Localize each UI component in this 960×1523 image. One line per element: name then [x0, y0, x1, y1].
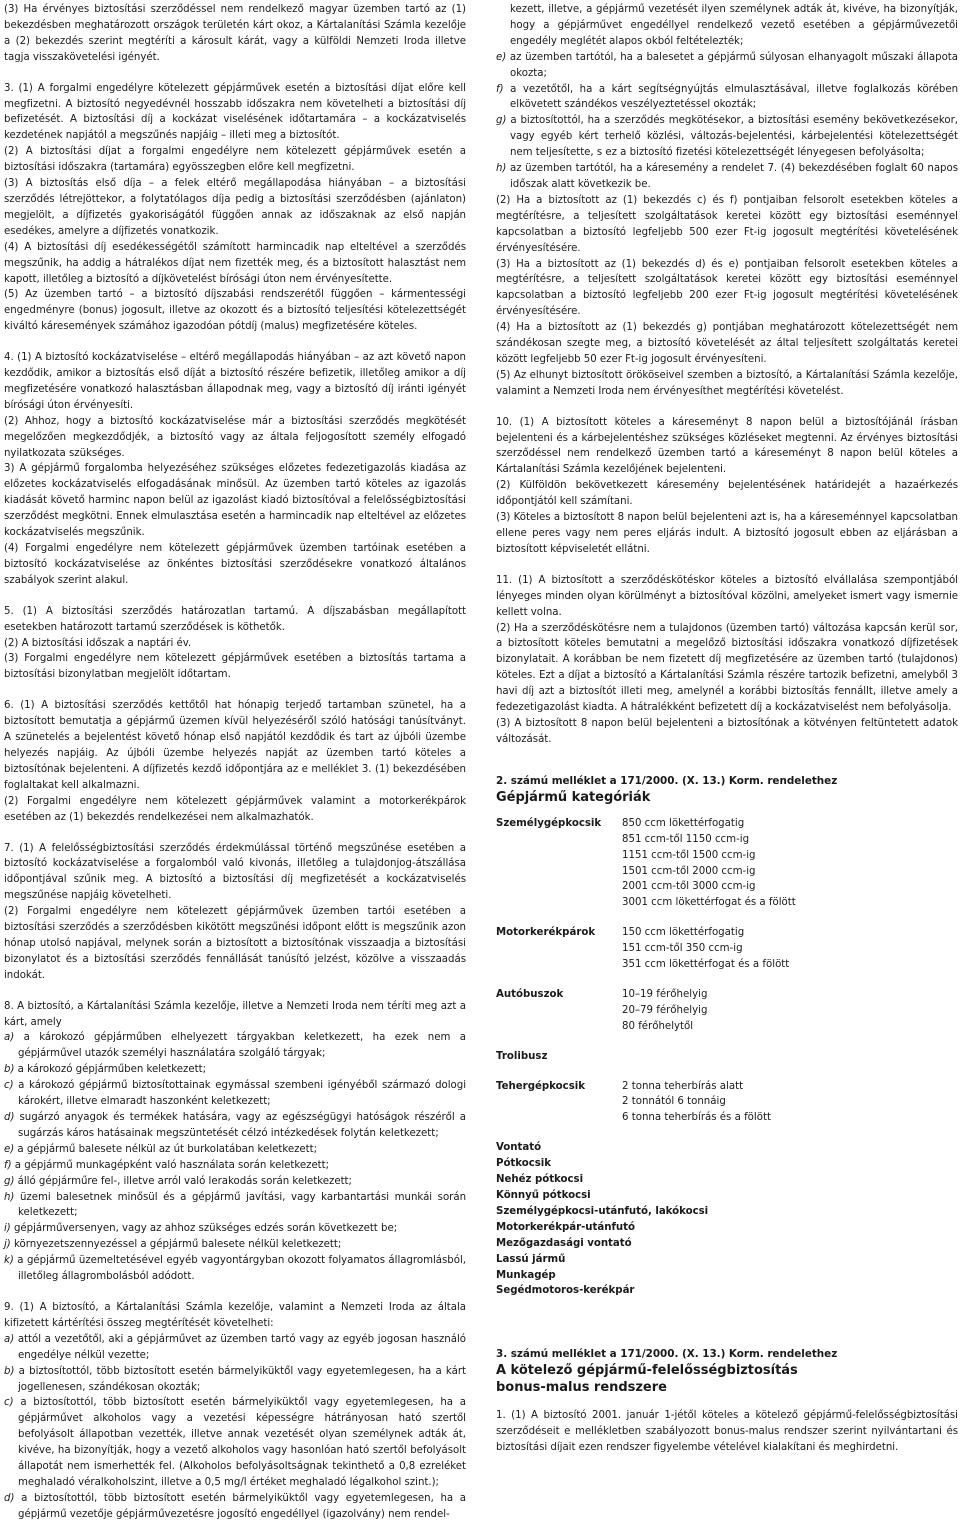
list-item: [496, 82, 958, 114]
vehicle-category-name: Mezőgazdasági vontató: [496, 1237, 632, 1249]
paragraph: (2) Forgalmi engedélyre nem kötelezett gépjárművek valamint a motorkerékpárok esetében az (1) bekezdés rendelkezései nem alkalmazhatók.: [4, 795, 466, 823]
section-9-list-continued: [496, 50, 958, 193]
section-4-paragraph: 4. (1) A biztosító kockázatviselése – eltérő megállapodás hiányában – az azt követő napon kezdődik, amikor a biztosítás első díját a biztosító részére befizetik, illetőleg amikor a díj megfizetésére vonatkozó halasztásban állapodnak meg, vagy a biztosító díj iránti igényét bírósági úton érvényesíti.: [4, 352, 466, 411]
vehicle-category-name: Munkagép: [496, 1269, 556, 1281]
list-item-letter: b): [4, 1365, 15, 1377]
vehicle-category-range: 10–19 férőhelyig: [622, 988, 708, 1000]
section-10-paragraph: 10. (1) A biztosított köteles a káreseményt 8 napon belül a biztosítójánál írásban bejelenteni és a kárbejelentéshez szükséges közléseket megtenni. Az érvényes biztosítási szerződéssel nem rendelkező üzemben tartó a káreseményt 8 napon belül köteles a Kártalanítási Számla kezelőjének bejelenteni.: [496, 416, 958, 476]
paragraph: (2) Külföldön bekövetkezett káresemény bejelentésének határidejét a hazaérkezés időpontjától kell számítani.: [496, 480, 958, 508]
vehicle-category-name: Könnyű pótkocsi: [496, 1190, 591, 1201]
vehicle-category-name: Személygépkocsik: [496, 817, 602, 829]
vehicle-category-name: Trolibusz: [496, 1050, 548, 1062]
list-item-text: a gépjármű munkagépként való használata során keletkezett;: [14, 1159, 330, 1171]
paragraph: (2) A biztosítási díjat a forgalmi engedélyre nem kötelezett gépjárművek esetén a biztosítási időszakra (tartamára) egyösszegben előre kell megfizetni.: [4, 146, 466, 174]
vehicle-category-range: 3001 ccm lökettérfogat és a fölött: [622, 897, 796, 909]
list-item-text: a károkozó gépjárműben keletkezett;: [17, 1064, 206, 1076]
list-item: [4, 1174, 466, 1190]
list-item-text: a gépjármű üzemeltetésével egyéb vagyontárgyban okozott folyamatos állagromlásból, illetőleg állagrombolásból adódott.: [17, 1255, 466, 1283]
list-item-text: a biztosítottól, több biztosított esetén bármelyiküktől vagy egyetemlegesen, ha a gépjárművet alkoholos vagy a vezetési képességre hátrányosan ható szertől befolyásolt állapotban vezették, illetve annak vezetését olyan személynek adták át, kivéve, ha bizonyítják, hogy a vezető alkoholos vagy hasonlóan ható szertől befolyásolt állapotát nem ismerhették fel. (Alkoholos befolyásoltságnak tekinthető a 0,8 ezreléket meghaladó véralkoholszint, illetve a 0,5 mg/l értéket meghaladó légalkohol szint.);: [18, 1397, 467, 1488]
vehicle-category-range: 1151 ccm-től 1500 ccm-ig: [622, 849, 756, 861]
annex-3-heading: 3. számú melléklet a 171/2000. (X. 13.) Korm. rendelethez: [496, 1348, 838, 1361]
list-item-letter: h): [496, 163, 507, 175]
vehicle-category-range: 150 ccm lökettérfogatig: [622, 927, 745, 939]
paragraph: (3) A biztosított 8 napon belül bejelenteni a biztosítónak a kötvényen feltüntetett adatok változását.: [496, 717, 958, 745]
list-item-text: üzemi balesetnek minősül és a gépjármű javítási, vagy karbantartási munkái során keletkezett;: [18, 1191, 467, 1219]
vehicle-category-table: [496, 816, 958, 1127]
vehicle-category-range: 851 ccm-től 1150 ccm-ig: [622, 833, 750, 845]
vehicle-category-range: 850 ccm lökettérfogatig: [622, 817, 745, 829]
vehicle-category-range: 80 férőhelytől: [622, 1020, 694, 1032]
section-5-paragraph: 5. (1) A biztosítási szerződés határozatlan tartamú. A díjszabásban megállapított esetekben határozott tartamú szerződések is köthetők.: [4, 605, 466, 633]
paragraph: (5) Az elhunyt biztosított örököseivel szemben a biztosító, a Kártalanítási Számla kezelője, valamint a Nemzeti Iroda nem érvényesíthet megtérítési követelést.: [496, 369, 958, 397]
list-item: [4, 1253, 466, 1285]
vehicle-category-row: [496, 1079, 958, 1127]
list-item-letter: e): [4, 1143, 15, 1155]
vehicle-category-range: 2 tonnától 6 tonnáig: [622, 1096, 726, 1108]
list-continuation: kezett, illetve, a gépjármű vezetését ilyen személynek adták át, kivéve, ha bizonyítják, hogy a gépjárművet engedéllyel rendelkező vezető esetében a gépjárművezetői engedély meglétét alapos okból feltételezték;: [510, 4, 958, 47]
list-item-text: az üzemben tartótól, ha a balesetet a gépjármű súlyosan elhanyagolt műszaki állapota okozta;: [509, 51, 958, 79]
vehicle-category-range: 20–79 férőhelyig: [622, 1004, 708, 1016]
list-item: [4, 1030, 466, 1062]
section-8-list: [4, 1030, 466, 1285]
list-item: [4, 1158, 466, 1174]
annex-3-paragraph: 1. (1) A biztosító 2001. január 1-jétől köteles a kötelező gépjármű-felelősségbiztosítási szerződéseit e mellékletben szabályozott bonus-malus rendszer szerint nyilvántartani és biztosítási díjait ezen rendszer figyelembe vételével kialakítani és meghirdetni.: [496, 1410, 958, 1454]
vehicle-category-range: 2 tonna teherbírás alatt: [622, 1080, 744, 1092]
list-item-letter: g): [496, 115, 507, 127]
list-item-text: a vezetőtől, ha a kárt segítségnyújtás elmulasztásával, illetve foglalkozás körében elkövetett szándékos veszélyeztetéssel okozták;: [510, 83, 959, 111]
vehicle-category-name: Pótkocsik: [496, 1158, 552, 1170]
paragraph: (3) Ha érvényes biztosítási szerződéssel nem rendelkező magyar üzemben tartó az (1) bekezdésben meghatározott országok területén kárt okoz, a Kártalanítási Számla kezelője a (2) bekezdés szerint megtéríti a károsult kárát, vagy a külföldi Nemzeti Iroda illetve tagja visszakövetelési igényét.: [4, 4, 466, 63]
list-item: [4, 1221, 466, 1237]
section-9-paragraph: 9. (1) A biztosító, a Kártalanítási Számla kezelője, valamint a Nemzeti Iroda az általa kifizetett kártérítési összeg megtérítését követelheti:: [4, 1301, 466, 1329]
paragraph: (4) A biztosítási díj esedékességétől számított harmincadik nap elteltével a szerződés megszűnik, ha addig a hátralékos díjat nem fizették meg, és a biztosított halasztást nem kapott, illetőleg a biztosító a díjkövetelést bírósági úton nem érvényesítette.: [4, 241, 466, 285]
list-item: [4, 1062, 466, 1078]
vehicle-category-name: Motorkerékpárok: [496, 927, 596, 939]
section-9-list: [4, 1332, 466, 1523]
section-8-paragraph: 8. A biztosító, a Kártalanítási Számla kezelője, illetve a Nemzeti Iroda nem téríti meg azt a kárt, amely: [4, 1000, 466, 1028]
annex-3-title: A kötelező gépjármű-felelősségbiztosítás: [496, 1363, 798, 1379]
vehicle-category-list: [496, 1140, 958, 1299]
list-item: [496, 50, 958, 82]
vehicle-category-range: 6 tonna teherbírás és a fölött: [622, 1112, 771, 1124]
section-3-paragraph: 3. (1) A forgalmi engedélyre kötelezett gépjárművek esetén a biztosítási díjat előre kell megfizetni. A biztosító negyedévnél hosszabb időszakra nem követelheti a biztosítási díj befizetését. A biztosítási díj a kockázat viselésének időtartamára – a kockázatviselés kezdetének napjától a megszűnés napjáig – illeti meg a biztosítót.: [4, 82, 466, 142]
left-column: [4, 2, 466, 1523]
list-item: [496, 161, 958, 193]
paragraph: (2) Ha a szerződéskötésre nem a tulajdonos (üzemben tartó) változása kapcsán kerül sor, a biztosított köteles bemutatni a megelőző biztosítási időszakra vonatkozó díjfizetések bizonylatait. A korábban be nem fizetett díj megfizetésére az üzemben tartó (tulajdonos) köteles. Ezt a díjat a biztosító a Kártalanítási Számla részére tartozik befizetni, amelyből 3 havi díj azt a biztosítót illeti meg, amelynél a korábbi biztosítás fennállt, illetve amely a fedezetigazolást kiadta. A hátralékként befizetett díj a kockázatviselést nem befolyásolja.: [496, 622, 958, 714]
paragraph: (5) Az üzemben tartó – a biztosító díjszabási rendszerétől függően – kármentességi engedményre (bonus) jogosult, illetve az okozott és a biztosító teljesítési kötelezettségét kiváltó káresemények számához igazodóan pótdíj (malus) megfizetésére köteles.: [4, 289, 466, 333]
list-item-letter: i): [4, 1223, 11, 1235]
paragraph: (3) Ha a biztosított az (1) bekezdés d) és e) pontjaiban felsorolt esetekben köteles a megtérítésre, a teljesített szolgáltatások keretei között egy biztosítási eseménnyel kapcsolatban a biztosító legfeljebb 200 ezer Ft-ig jogosult megtérítési követelésének érvényesítésére.: [496, 258, 958, 318]
vehicle-category-range: 151 ccm-től 350 ccm-ig: [622, 943, 743, 955]
paragraph: (2) A biztosítási időszak a naptári év.: [4, 637, 192, 649]
list-item: [4, 1491, 466, 1523]
section-6-paragraph: 6. (1) A biztosítási szerződés kettőtől hat hónapig terjedő tartamban szünetel, ha a biztosított bemutatja a gépjármű üzemen kívül helyezéséről szóló hatósági tanúsítványt. A szünetelés a bejelentést követő hónap első napjától kezdődik és tart az újbóli üzembe helyezés napjáig. Az újbóli üzembe helyezés napját az üzemben tartó köteles a biztosítónak bejelenteni. A díjfizetés kezdő időpontjára az e melléklet 3. (1) bekezdésében foglaltakat kell alkalmazni.: [4, 700, 466, 791]
annex-2-title: Gépjármű kategóriák: [496, 789, 651, 805]
list-item-text: sugárzó anyagok és termékek hatására, vagy az egészségügyi hatóságok részéről a sugárzás káros hatásainak megszüntetését célzó intézkedések folytán keletkezett;: [18, 1112, 466, 1139]
section-11-paragraph: 11. (1) A biztosított a szerződéskötéskor köteles a biztosító elvállalása szempontjából lényeges minden olyan körülményt a biztosítóval közölni, amelyeket ismert vagy ismernie kellett volna.: [496, 574, 958, 618]
vehicle-category-ranges: [622, 925, 958, 973]
list-item-letter: c): [4, 1397, 14, 1409]
list-item-text: a gépjármű balesete nélkül az út burkolatában keletkezett;: [17, 1143, 318, 1155]
section-7-paragraph: 7. (1) A felelősségbiztosítási szerződés érdekmúlással történő megszűnése esetében a biztosító kockázatviselése a forgalomból való kivonás, illetőleg a tulajdonjog-átszállása időpontjával szűnik meg. A biztosító a biztosítási díj megfizetését a kockázatviselés megszűnése napjáig követelheti.: [4, 842, 466, 902]
paragraph: (2) Ha a biztosított az (1) bekezdés c) és f) pontjaiban felsorolt esetekben köteles a megtérítésre, a teljesített szolgáltatások keretei között egy biztosítási eseménnyel kapcsolatban a biztosító legfeljebb 500 ezer Ft-ig jogosult megtérítési követelésének érvényesítésére.: [496, 194, 958, 254]
paragraph: (3) A biztosítás első díja – a felek eltérő megállapodása hiányában – a biztosítási szerződés létrejöttekor, a folytatólagos díja pedig a biztosítási szerződésben (ajánlaton) megjelölt, a díjfizetés gyakoriságától függően annak az időszaknak az első napján esedékes, amelyre a díjfizetés vonatkozik.: [4, 178, 466, 237]
vehicle-category-name: Tehergépkocsik: [496, 1080, 586, 1092]
vehicle-category-range: 1501 ccm-től 2000 ccm-ig: [622, 865, 756, 877]
list-item-letter: j): [4, 1239, 11, 1251]
right-column: [496, 2, 958, 1456]
list-item: [4, 1332, 466, 1364]
list-item-letter: a): [4, 1032, 15, 1044]
list-item: [4, 1110, 466, 1142]
list-item-letter: h): [4, 1191, 15, 1203]
vehicle-category-range: 2001 ccm-től 3000 ccm-ig: [622, 881, 756, 893]
annex-2-heading: 2. számú melléklet a 171/2000. (X. 13.) Korm. rendelethez: [496, 774, 838, 787]
vehicle-category-ranges: [622, 1049, 958, 1065]
list-item-text: a biztosítottól, ha a szerződés megkötésekor, a biztosítási esemény bekövetkezésekor, vagy egyéb kért terhelő közlési, változás-bejelentési, kárbejelentési kötelezettségét nem teljesítette, s ez a biztosító fizetési kötelezettségét lényegesen befolyásolta;: [510, 115, 958, 159]
vehicle-category-name: Vontató: [496, 1142, 542, 1154]
paragraph: 3) A gépjármű forgalomba helyezéséhez szükséges előzetes fedezetigazolás kiadása az előzetes kockázatviselés elfogadásának minősül. Az üzemben tartó köteles az igazolás kiadását követő harminc napon belül az igazolást kiadó biztosítóval a felelősségbiztosítási szerződést megkötni. Ennek elmulasztása esetén a harmincadik nap elteltével az előzetes kockázatviselés megszűnik.: [4, 463, 466, 539]
paragraph: (2) Ahhoz, hogy a biztosító kockázatviselése már a biztosítási szerződés megkötését megelőzően megkezdődjék, a biztosító vagy az általa feljogosított személy elfogadó nyilatkozata szükséges.: [4, 415, 466, 459]
paragraph: (3) Forgalmi engedélyre nem kötelezett gépjárművek esetében a biztosítás tartama a biztosítási bizonylatban megjelölt időtartam.: [4, 653, 466, 681]
paragraph: (3) Köteles a biztosított 8 napon belül bejelenteni azt is, ha a káreseménnyel kapcsolatban ellene peres vagy nem peres eljárás indult. A biztosító jogosult ebben az eljárásban a biztosított képviseletét ellátni.: [496, 512, 958, 555]
vehicle-category-name: Autóbuszok: [496, 988, 564, 1000]
list-item-letter: g): [4, 1175, 15, 1187]
list-item-letter: b): [4, 1064, 15, 1076]
vehicle-category-ranges: [622, 816, 958, 911]
vehicle-category-row: [496, 987, 958, 1035]
list-item-text: a biztosítottól, több biztosított esetén bármelyiküktől vagy egyetemlegesen, ha a kárt jogellenesen, szándékosan okozták;: [18, 1365, 466, 1393]
list-item-letter: a): [4, 1333, 15, 1345]
list-item-letter: f): [496, 83, 504, 95]
vehicle-category-ranges: [622, 987, 958, 1035]
vehicle-category-name: Személygépkocsi-utánfutó, lakókocsi: [496, 1205, 709, 1217]
vehicle-category-name: Motorkerékpár-utánfutó: [496, 1221, 635, 1233]
vehicle-category-range: 351 ccm lökettérfogat és a fölött: [622, 959, 790, 971]
list-item-text: környezetszennyezéssel a gépjármű balesete nélkül keletkezett;: [13, 1239, 342, 1251]
list-item: [496, 113, 958, 161]
list-item-text: a károkozó gépjárműben elhelyezett tárgyakban keletkezett, ha ezek nem a gépjárművel utazók személyi használatára szolgáló tárgyak;: [18, 1032, 467, 1060]
vehicle-category-ranges: [622, 1079, 958, 1127]
list-item-text: attól a vezetőtől, aki a gépjárművet az üzemben tartó vagy az egyéb jogosan használó engedélye nélkül vezette;: [17, 1333, 466, 1361]
paragraph: (4) Forgalmi engedélyre nem kötelezett gépjárművek üzemben tartóinak esetében a biztosító kockázatviselése az önkéntes biztosítási szerződésekre vonatkozó általános szabályok szerint alakul.: [4, 543, 466, 586]
annex-3-subtitle: bonus-malus rendszere: [496, 1380, 667, 1396]
vehicle-category-row: [496, 925, 958, 973]
vehicle-category-row: [496, 1049, 958, 1065]
list-item: [4, 1190, 466, 1222]
list-item-letter: c): [4, 1080, 14, 1092]
list-item-letter: d): [4, 1112, 15, 1123]
list-item-text: az üzemben tartótól, ha a káresemény a rendelet 7. (4) bekezdésében foglalt 60 napos időszak alatt következik be.: [509, 163, 959, 190]
vehicle-category-name: Lassú jármű: [496, 1253, 566, 1265]
list-item-text: álló gépjárműre fel-, illetve arról való lerakodás során keletkezett;: [17, 1175, 352, 1187]
list-item: [4, 1142, 466, 1158]
list-item: [4, 1237, 466, 1253]
vehicle-category-row: [496, 816, 958, 911]
list-item-letter: d): [4, 1492, 15, 1504]
paragraph: (2) Forgalmi engedélyre nem kötelezett gépjárművek üzemben tartói esetében a biztosítási szerződés a szerződésben kikötött megszűnési időpont előtt is megszűnik azon hónap utolsó napjával, melynek során a biztosított a biztosítónak visszaadja a biztosítási bizonylatot és a biztosítási szerződés fennállását tanúsító jelzést, közölve a visszaadás indokát.: [4, 906, 466, 981]
list-item: [4, 1395, 466, 1490]
paragraph: (4) Ha a biztosított az (1) bekezdés g) pontjában meghatározott kötelezettségét nem szándékosan szegte meg, a biztosító követelését az által teljesített szolgáltatás keretei között legfeljebb 50 ezer Ft-ig jogosult érvényesíteni.: [496, 322, 958, 365]
vehicle-category-name: Nehéz pótkocsi: [496, 1174, 584, 1186]
list-item-letter: f): [4, 1159, 12, 1171]
vehicle-category-name: Segédmotoros-kerékpár: [496, 1285, 635, 1297]
list-item-text: gépjárműversenyen, vagy az ahhoz szükséges edzés során következett be;: [13, 1223, 398, 1235]
list-item-text: a biztosítottól, több biztosított esetén bármelyiküktől vagy egyetemlegesen, ha a gépjármű vezetője gépjárművezetésre jogosító engedéllyel (igazolvány) nem rendel-: [18, 1492, 467, 1520]
list-item: [4, 1364, 466, 1396]
list-item: [4, 1078, 466, 1110]
list-item-letter: k): [4, 1255, 14, 1267]
list-item-letter: e): [496, 51, 507, 63]
list-item-text: a károkozó gépjármű biztosítottainak egymással szembeni igényéből származó dologi károkért, illetve elmaradt haszonként keletkezett;: [18, 1080, 467, 1108]
